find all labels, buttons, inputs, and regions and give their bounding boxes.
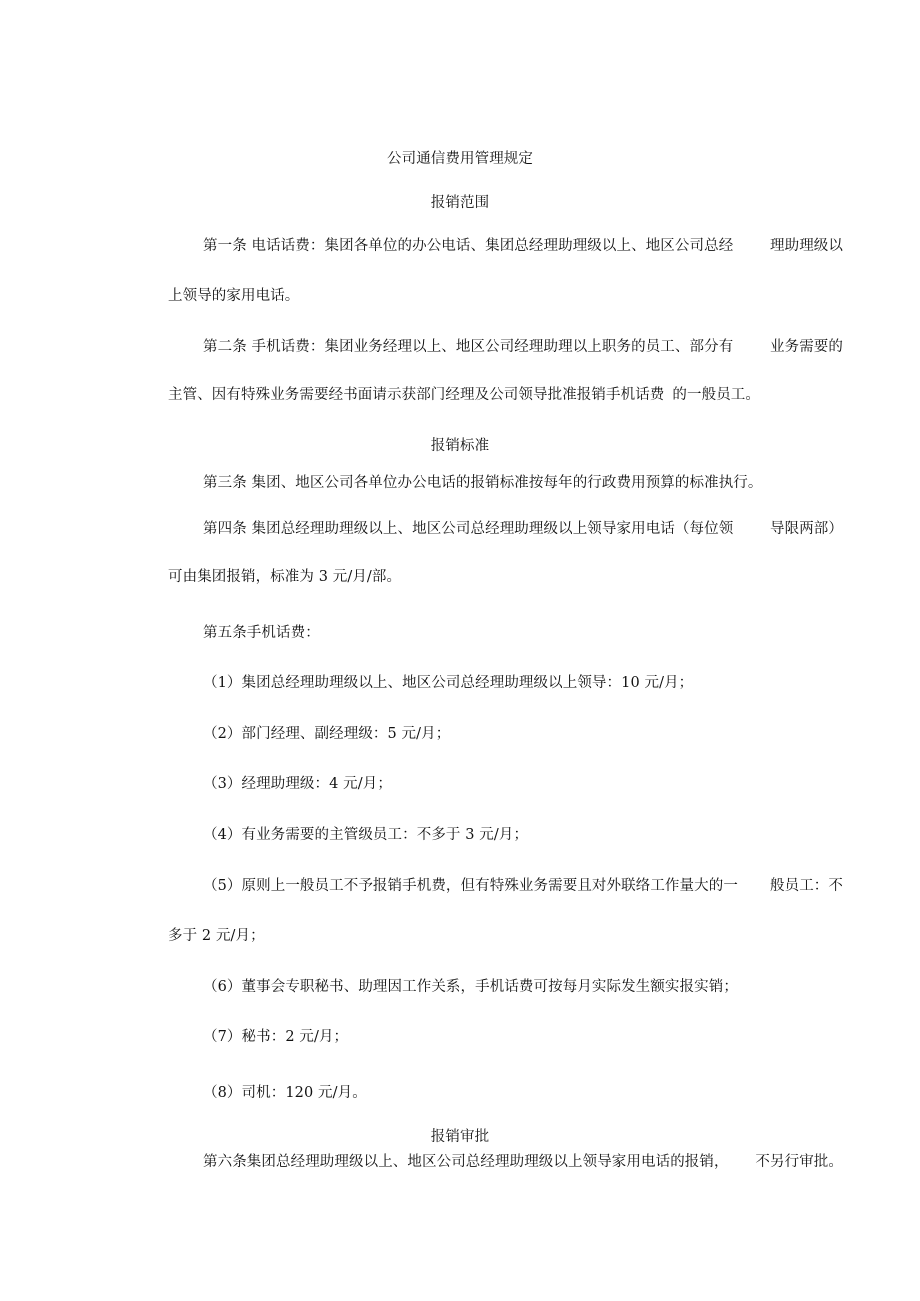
article-5-item-4: （4）有业务需要的主管级员工：不多于 3 元/月； bbox=[203, 827, 529, 843]
section-heading-scope: 报销范围 bbox=[430, 195, 490, 211]
article-2-line-2-end: 的一般员工。 bbox=[672, 387, 761, 403]
article-5-item-5-line-1 bbox=[203, 877, 843, 895]
article-5-item-7: （7）秘书：2 元/月； bbox=[203, 1029, 349, 1045]
article-4-line-2: 可由集团报销，标准为 3 元/月/部。 bbox=[168, 569, 402, 585]
article-6-text-end: 不另行审批。 bbox=[755, 1154, 843, 1170]
article-4-text: 第四条 集团总经理助理级以上、地区公司总经理助理级以上领导家用电话（每位领 bbox=[203, 521, 734, 537]
section-heading-approval: 报销审批 bbox=[430, 1129, 490, 1145]
article-5-item-2: （2）部门经理、副经理级：5 元/月； bbox=[203, 726, 451, 742]
article-5-item-1: （1）集团总经理助理级以上、地区公司总经理助理级以上领导：10 元/月； bbox=[203, 675, 694, 691]
article-1-text: 第一条 电话话费：集团各单位的办公电话、集团总经理助理级以上、地区公司总经 bbox=[203, 238, 734, 254]
article-5-item-6: （6）董事会专职秘书、助理因工作关系，手机话费可按每月实际发生额实报实销； bbox=[203, 979, 738, 995]
article-5-item-5-text-end: 般员工：不 bbox=[770, 878, 843, 894]
article-6 bbox=[203, 1153, 843, 1171]
article-2-line-2 bbox=[168, 386, 760, 404]
article-1-line-2: 上领导的家用电话。 bbox=[168, 288, 300, 304]
article-5-item-5-line-2: 多于 2 元/月； bbox=[168, 928, 265, 944]
article-5-item-5-text: （5）原则上一般员工不予报销手机费，但有特殊业务需要且对外联络工作量大的一 bbox=[203, 878, 738, 894]
article-6-text: 第六条集团总经理助理级以上、地区公司总经理助理级以上领导家用电话的报销， bbox=[203, 1154, 729, 1170]
article-2-text-end: 业务需要的 bbox=[770, 339, 843, 355]
article-2-text: 第二条 手机话费：集团业务经理以上、地区公司经理助理以上职务的员工、部分有 bbox=[203, 339, 734, 355]
article-5-title: 第五条手机话费： bbox=[203, 625, 320, 641]
article-1-line-1 bbox=[203, 237, 843, 255]
document-title: 公司通信费用管理规定 bbox=[387, 151, 533, 167]
article-4-text-end: 导限两部） bbox=[770, 521, 843, 537]
article-2-line-2-text: 主管、因有特殊业务需要经书面请示获部门经理及公司领导批准报销手机话费 bbox=[168, 387, 665, 403]
article-1-text-end: 理助理级以 bbox=[770, 238, 843, 254]
article-4-line-1 bbox=[203, 520, 843, 538]
article-3: 第三条 集团、地区公司各单位办公电话的报销标准按每年的行政费用预算的标准执行。 bbox=[203, 475, 763, 491]
article-2-line-1 bbox=[203, 338, 843, 356]
article-5-item-3: （3）经理助理级：4 元/月； bbox=[203, 776, 392, 792]
section-heading-standard: 报销标准 bbox=[430, 438, 490, 454]
article-5-item-8: （8）司机：120 元/月。 bbox=[203, 1085, 367, 1101]
